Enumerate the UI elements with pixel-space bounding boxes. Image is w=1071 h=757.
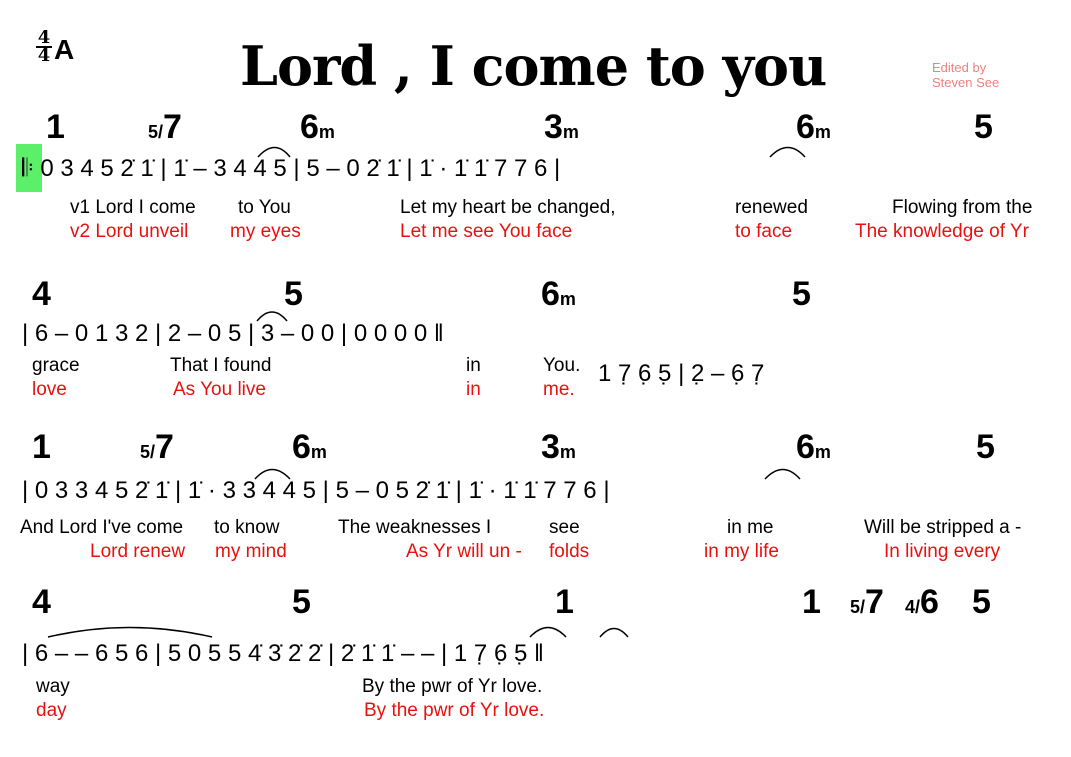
lyric-v2: love — [32, 379, 67, 400]
lyric-v2: me. — [543, 379, 575, 400]
lyric-v1: The weaknesses I — [338, 517, 492, 538]
lyric-v1: v1 Lord I come — [70, 197, 196, 218]
chord: 5/7 — [850, 583, 884, 621]
chord: 5 — [792, 275, 811, 313]
lyric-v1: And Lord I've come — [20, 517, 184, 538]
chord: 6m — [541, 275, 576, 313]
chord: 5 — [976, 428, 995, 466]
lyric-v1: see — [549, 517, 580, 538]
time-signature-top: 4 — [37, 27, 51, 48]
chord: 3m — [541, 428, 576, 466]
lyric-v2: In living every — [884, 541, 1001, 562]
lyric-v2: in my life — [704, 541, 779, 562]
lyric-v1: Let my heart be changed, — [400, 197, 616, 218]
chord: 6m — [796, 428, 831, 466]
chord: 3m — [544, 108, 579, 146]
lyric-v1: Will be stripped a - — [864, 517, 1022, 538]
chord: 1 — [555, 583, 574, 621]
lyric-v1: Flowing from the — [892, 197, 1033, 218]
time-signature-bottom: 4 — [37, 45, 51, 66]
chord: 6m — [292, 428, 327, 466]
notation-row-extra: 1 7̣ 6̣ 5̣ | 2̣ – 6̣ 7̣ — [598, 360, 765, 387]
lyric-v1: way — [36, 676, 70, 697]
lyric-v2: in — [466, 379, 481, 400]
chord: 4 — [32, 275, 51, 313]
chord: 4/6 — [905, 583, 939, 621]
lyric-v1: renewed — [735, 197, 808, 218]
lyric-v2: Lord renew — [90, 541, 186, 562]
chord: 5 — [284, 275, 303, 313]
chord: 5/7 — [140, 428, 174, 466]
notation-row: | 6 – 0 1 3 2 | 2 – 0 5 | 3 – 0 0 | 0 0 0 0 ‖ — [22, 320, 444, 347]
lyric-v1: That I found — [170, 355, 272, 376]
notation-row: | 0 3 3 4 5 2̇ 1̇ | 1̇ · 3 3 4 4 5 | 5 – 0 5 2̇ 1̇ | 1̇ · 1̇ 1̇ 7 7 6 | — [22, 477, 610, 504]
lyric-v2: my mind — [215, 541, 287, 562]
lyric-v1: You. — [543, 355, 581, 376]
chord: 5 — [974, 108, 993, 146]
chord: 1 — [32, 428, 51, 466]
key-signature: A — [54, 34, 75, 65]
lyric-v1: to know — [214, 517, 280, 538]
lyric-v1: By the pwr of Yr love. — [362, 676, 543, 697]
chord: 1 — [46, 108, 65, 146]
lyric-v2: Let me see You face — [400, 221, 573, 242]
chord: 5 — [292, 583, 311, 621]
chord: 4 — [32, 583, 51, 621]
lyric-v2: folds — [549, 541, 590, 562]
notation-row: 𝄆 0 3 4 5 2̇ 1̇ | 1̇ – 3 4 4 5 | 5 – 0 2̇ 1̇ | 1̇ · 1̇ 1̇ 7 7 6 | — [22, 155, 561, 182]
chord: 5 — [972, 583, 991, 621]
lyric-v2: By the pwr of Yr love. — [364, 700, 545, 721]
notation-row: | 6 – – 6 5 6 | 5 0 5 5 4̇ 3̇ 2̇ 2̇ | 2̇ 1̇ 1̇ – – | 1 7̣ 6̣ 5̣ ‖ — [22, 640, 544, 667]
chord: 1 — [802, 583, 821, 621]
lyric-v2: day — [36, 700, 67, 721]
lyric-v1: in me — [727, 517, 774, 538]
chord: 5/7 — [148, 108, 182, 146]
lyric-v2: The knowledge of Yr — [855, 221, 1029, 242]
chord: 6m — [796, 108, 831, 146]
lyric-v2: to face — [735, 221, 793, 242]
lyric-v2: As You live — [173, 379, 266, 400]
lyric-v1: grace — [32, 355, 80, 376]
lyric-v1: to You — [238, 197, 291, 218]
lyric-v2: As Yr will un - — [406, 541, 522, 562]
lyric-v2: my eyes — [230, 221, 301, 242]
lyric-v1: in — [466, 355, 481, 376]
credit-line-2: Steven See — [932, 75, 1000, 90]
chord: 6m — [300, 108, 335, 146]
song-title: Lord , I come to you — [240, 34, 827, 98]
credit-line-1: Edited by — [932, 60, 987, 75]
lyric-v2: v2 Lord unveil — [70, 221, 189, 242]
